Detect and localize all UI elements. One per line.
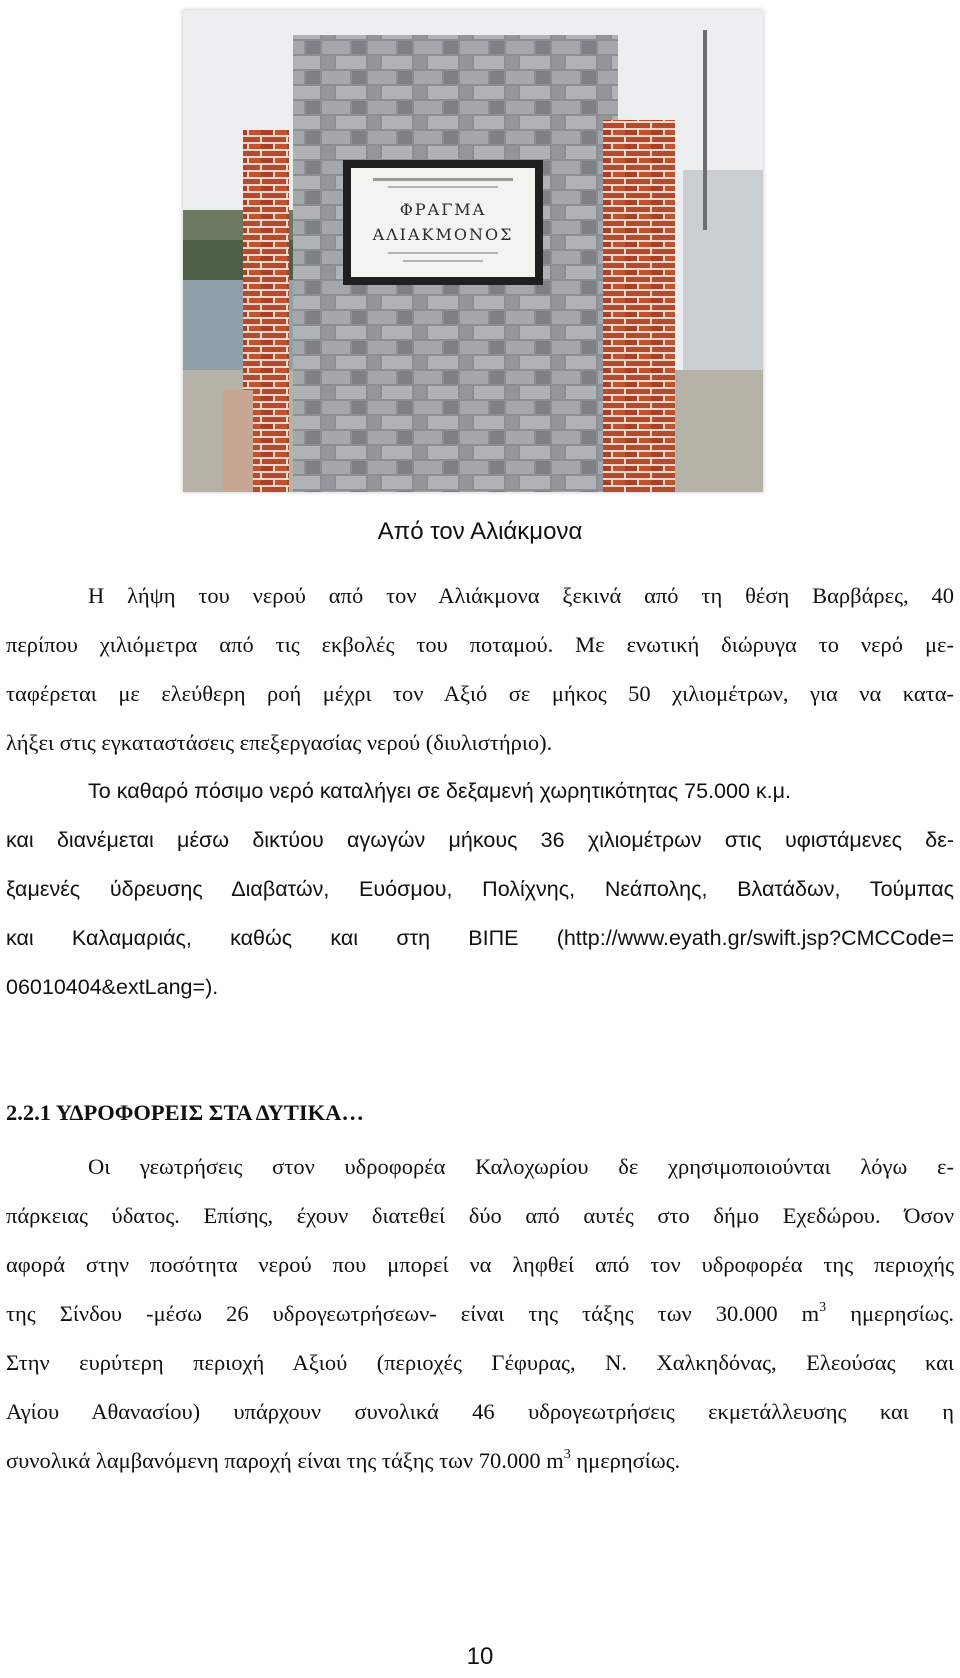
text-line: και διανέμεται μέσω δικτύου αγωγών μήκους 36 χιλιομέτρων στις υφιστάμενες δε- <box>6 828 954 852</box>
plaque-line-1: ΦΡΑΓΜΑ <box>399 200 487 219</box>
text-line: Η λήψη του νερού από τον Αλιάκμονα ξεκινά από τη θέση Βαρβάρες, 40 <box>88 583 954 608</box>
text-segment: της Σίνδου -μέσω 26 υδρογεωτρήσεων- είναι της τάξης των 30.000 m <box>6 1301 820 1326</box>
text-line: αφορά στην ποσότητα νερού που μπορεί να ληφθεί από τον υδροφορέα της περιοχής <box>6 1252 954 1277</box>
page-number: 10 <box>466 1643 494 1670</box>
text-segment: ημερησίως. <box>570 1448 681 1473</box>
text-line: 06010404&extLang=). <box>6 975 219 999</box>
text-segment: ημερησίως. <box>826 1301 954 1326</box>
monument-illustration <box>183 10 763 492</box>
section-heading: 2.2.1 ΥΔΡΟΦΟΡΕΙΣ ΣΤΑ ΔΥΤΙΚΑ… <box>6 1100 364 1125</box>
text-line: ξαμενές ύδρευσης Διαβατών, Ευόσμου, Πολίχνης, Νεάπολης, Βλατάδων, Τούμπας <box>6 877 954 901</box>
text-segment: συνολικά λαμβανόμενη παροχή είναι της τάξης των 70.000 m <box>6 1448 564 1473</box>
text-line: λήξει στις εγκαταστάσεις επεξεργασίας νερού (διυλιστήριο). <box>6 730 553 755</box>
paragraph-3 <box>6 1142 954 1485</box>
text-line: πάρκειας ύδατος. Επίσης, έχουν διατεθεί δύο από αυτές στο δήμο Εχεδώρου. Όσον <box>6 1203 954 1228</box>
text-line: ταφέρεται με ελεύθερη ροή μέχρι τον Αξιό σε μήκος 50 χιλιομέτρων, για να κατα- <box>6 681 954 706</box>
text-line: Αγίου Αθανασίου) υπάρχουν συνολικά 46 υδρογεωτρήσεις εκμετάλλευσης και η <box>6 1399 954 1424</box>
text-line: Στην ευρύτερη περιοχή Αξιού (περιοχές Γέφυρας, Ν. Χαλκηδόνας, Ελεούσας και <box>6 1350 954 1375</box>
paragraph-2 <box>6 767 954 1012</box>
monument-photo <box>183 10 763 492</box>
plaque-line-2: ΑΛΙΑΚΜΟΝΟΣ <box>372 225 514 244</box>
superscript: 3 <box>563 1447 571 1462</box>
text-line <box>6 1289 954 1338</box>
text-line: περίπου χιλιόμετρα από τις εκβολές του ποταμού. Με ενωτική διώρυγα το νερό με- <box>6 632 954 657</box>
paragraph-1 <box>6 571 954 767</box>
text-line <box>6 1436 954 1485</box>
text-line: και Καλαμαριάς, καθώς και στη ΒΙΠΕ (http://www.eyath.gr/swift.jsp?CMCCode= <box>6 926 954 950</box>
superscript: 3 <box>819 1300 827 1315</box>
photo-caption: Από τον Αλιάκμονα <box>377 518 583 545</box>
text-line: Το καθαρό πόσιμο νερό καταλήγει σε δεξαμενή χωρητικότητας 75.000 κ.μ. <box>88 779 791 803</box>
text-line: Οι γεωτρήσεις στον υδροφορέα Καλοχωρίου δε χρησιμοποιούνται λόγω ε- <box>88 1154 954 1179</box>
